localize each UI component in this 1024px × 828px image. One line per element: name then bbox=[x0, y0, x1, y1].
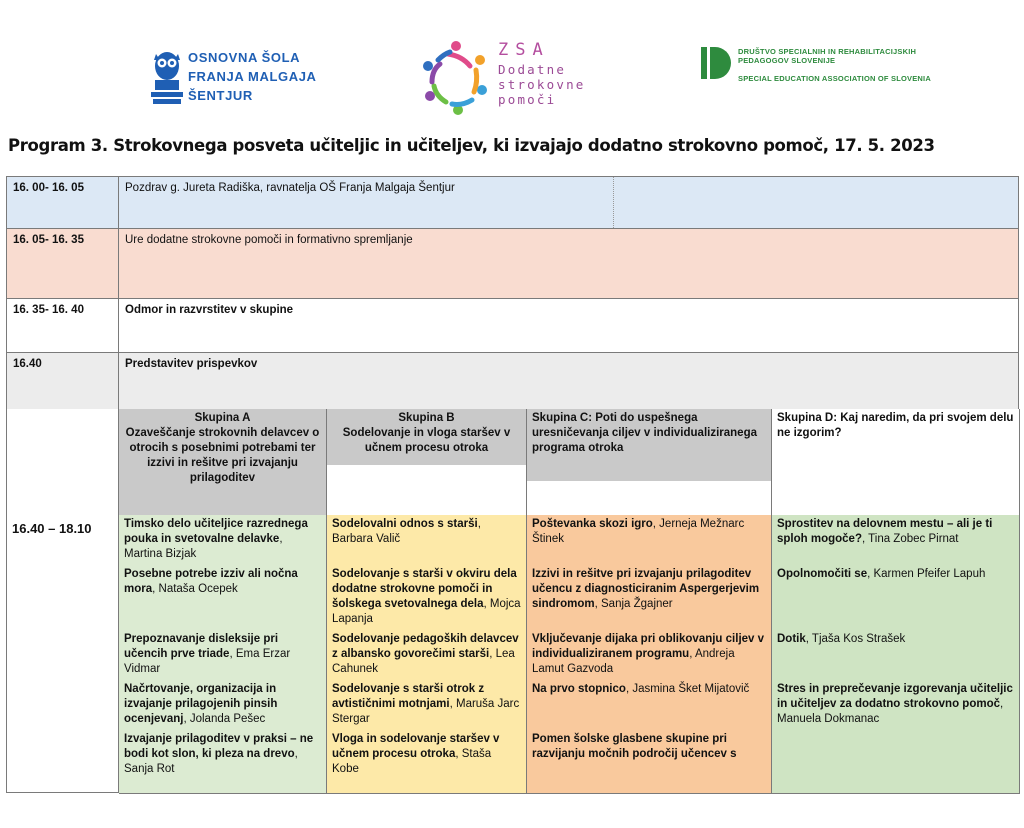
talk-author: , Tjaša Kos Strašek bbox=[805, 633, 906, 645]
talk-title: Dotik bbox=[777, 633, 806, 645]
blank-cell bbox=[7, 409, 119, 516]
talk-author: , Karmen Pfeifer Lapuh bbox=[867, 568, 986, 580]
row-text: Pozdrav g. Jureta Radiška, ravnatelja OŠ Franja Malgaja Šentjur bbox=[125, 182, 455, 194]
row-time: 16. 05- 16. 35 bbox=[7, 229, 119, 298]
school-logo-line: OSNOVNA ŠOLA bbox=[188, 50, 301, 65]
talk-author: , Staša Kobe bbox=[332, 748, 492, 775]
talk-title: Pomen šolske glasbene skupine pri razvijanju močnih področij učencev s bbox=[532, 733, 737, 760]
talk-author: , Maruša Jarc Stergar bbox=[332, 698, 520, 725]
zsa-logo bbox=[418, 38, 618, 118]
drs-logo-line: SPECIAL EDUCATION ASSOCIATION OF SLOVENIA bbox=[738, 74, 931, 83]
talk-title: Timsko delo učiteljice razrednega pouka in svetovalne delavke bbox=[124, 518, 308, 545]
talk-cell bbox=[772, 565, 1020, 631]
talk-title: Izzivi in rešitve pri izvajanju prilagoditev učencu z diagnosticiranim Aspergerjevim sindromom bbox=[532, 568, 760, 610]
drs-logo-line: DRUŠTVO SPECIALNIH IN REHABILITACIJSKIH bbox=[738, 47, 917, 56]
group-b-header: Skupina B Sodelovanje in vloga staršev v učnem procesu otroka bbox=[327, 409, 527, 466]
talk-author: , Tina Zobec Pirnat bbox=[861, 533, 959, 545]
table-row bbox=[6, 298, 1019, 353]
circle-people-icon bbox=[418, 38, 494, 118]
table-row bbox=[6, 228, 1019, 299]
blank-cell bbox=[527, 481, 772, 516]
talk-title: Načrtovanje, organizacija in izvajanje prilagojenih pinsih ocenjevanj bbox=[124, 683, 278, 725]
row-text: Odmor in razvrstitev v skupine bbox=[125, 304, 294, 316]
talk-author: , Nataša Ocepek bbox=[152, 583, 238, 595]
school-logo-line: ŠENTJUR bbox=[188, 88, 253, 103]
row-text: Predstavitev prispevkov bbox=[125, 358, 258, 370]
talk-author: , Jasmina Šket Mijatovič bbox=[625, 683, 750, 695]
zsa-logo-abbr: ZSA bbox=[498, 40, 550, 60]
talk-title: Opolnomočiti se bbox=[777, 568, 868, 580]
talk-author: , Manuela Dokmanac bbox=[777, 698, 1004, 725]
cell-divider bbox=[613, 177, 614, 228]
row-time: 16.40 bbox=[7, 353, 119, 409]
talk-cell bbox=[327, 680, 527, 731]
drs-logo bbox=[701, 45, 981, 85]
talk-title: Poštevanka skozi igro bbox=[532, 518, 653, 530]
talk-title: Prepoznavanje disleksije pri učencih prve triade bbox=[124, 633, 279, 660]
group-d-header: Skupina D: Kaj naredim, da pri svojem delu ne izgorim? bbox=[772, 409, 1020, 516]
school-logo bbox=[150, 44, 340, 112]
talk-title: Stres in preprečevanje izgorevanja učiteljic in učiteljev za dodatno strokovno pomoč bbox=[777, 683, 1013, 710]
groups-grid bbox=[6, 409, 1020, 793]
talk-title: Sodelovanje s starši v okviru dela dodatne strokovne pomoči in šolskega svetovalnega dela bbox=[332, 568, 517, 610]
talk-cell bbox=[327, 730, 527, 794]
talk-author: , Martina Bizjak bbox=[124, 533, 283, 560]
talk-title: Sodelovalni odnos s starši bbox=[332, 518, 478, 530]
row-time: 16. 00- 16. 05 bbox=[7, 177, 119, 228]
table-row bbox=[6, 352, 1019, 410]
talk-title: Sodelovanje s starši otrok z avtističnimi motnjami bbox=[332, 683, 485, 710]
talk-cell bbox=[327, 515, 527, 566]
session-time: 16.40 – 18.10 bbox=[7, 515, 119, 793]
talk-cell bbox=[327, 630, 527, 681]
talk-author: , Sanja Žgajner bbox=[594, 598, 673, 610]
page-title: Program 3. Strokovnega posveta učiteljic in učiteljev, ki izvajajo dodatno strokovno pomoč, 17. 5. 2023 bbox=[8, 136, 935, 155]
row-text: Ure dodatne strokovne pomoči in formativno spremljanje bbox=[125, 234, 413, 246]
drs-logo-line: PEDAGOGOV SLOVENIJE bbox=[738, 56, 836, 65]
talk-title: Vloga in sodelovanje staršev v učnem procesu otroka bbox=[332, 733, 500, 760]
talk-author: , Mojca Lapanja bbox=[332, 598, 521, 625]
talk-author: , Ema Erzar Vidmar bbox=[124, 648, 291, 675]
zsa-logo-line: pomoči bbox=[498, 92, 557, 107]
talk-author: , Sanja Rot bbox=[124, 748, 298, 775]
talk-cell bbox=[772, 630, 1020, 681]
talk-title: Na prvo stopnico bbox=[532, 683, 626, 695]
talk-title: Sodelovanje pedagoških delavcev z albansko govorečimi starši bbox=[332, 633, 519, 660]
talk-cell bbox=[527, 630, 772, 681]
zsa-logo-line: strokovne bbox=[498, 77, 586, 92]
talk-cell bbox=[119, 515, 327, 566]
talk-cell bbox=[327, 565, 527, 631]
talk-cell bbox=[119, 730, 327, 794]
talk-cell bbox=[772, 680, 1020, 731]
group-c-header: Skupina C: Poti do uspešnega uresničevanja ciljev v individualiziranega programa otroka bbox=[527, 409, 772, 482]
zsa-logo-line: Dodatne bbox=[498, 62, 567, 77]
talk-title: Izvajanje prilagoditev v praksi – ne bodi kot slon, ki pleza na drevo bbox=[124, 733, 314, 760]
talk-cell bbox=[119, 630, 327, 681]
talk-author: , Lea Cahunek bbox=[332, 648, 515, 675]
talk-cell bbox=[527, 565, 772, 631]
talk-title: Posebne potrebe izziv ali nočna mora bbox=[124, 568, 298, 595]
talk-cell bbox=[772, 515, 1020, 566]
talk-title: Vključevanje dijaka pri oblikovanju ciljev v individualiziranem programu bbox=[532, 633, 765, 660]
school-logo-line: FRANJA MALGAJA bbox=[188, 69, 317, 84]
blank-cell bbox=[327, 465, 527, 516]
talk-cell bbox=[772, 730, 1020, 794]
talk-cell bbox=[119, 565, 327, 631]
talk-author: , Jolanda Pešec bbox=[183, 713, 266, 725]
row-time: 16. 35- 16. 40 bbox=[7, 299, 119, 352]
talk-cell bbox=[119, 680, 327, 731]
talk-author: , Jerneja Mežnarc Štinek bbox=[532, 518, 745, 545]
talk-author: , Andreja Lamut Gazvoda bbox=[532, 648, 735, 675]
d-shape-icon bbox=[701, 47, 733, 79]
table-row bbox=[6, 176, 1019, 229]
group-a-header: Skupina A Ozaveščanje strokovnih delavcev o otrocih s posebnimi potrebami ter izzivi in rešitve pri izvajanju prilagoditev bbox=[119, 409, 327, 516]
talk-author: , Barbara Valič bbox=[332, 518, 481, 545]
talk-cell bbox=[527, 730, 772, 794]
owl-icon bbox=[150, 48, 184, 110]
talk-title: Sprostitev na delovnem mestu – ali je ti sploh mogoče? bbox=[777, 518, 993, 545]
talk-cell bbox=[527, 680, 772, 731]
talk-cell bbox=[527, 515, 772, 566]
